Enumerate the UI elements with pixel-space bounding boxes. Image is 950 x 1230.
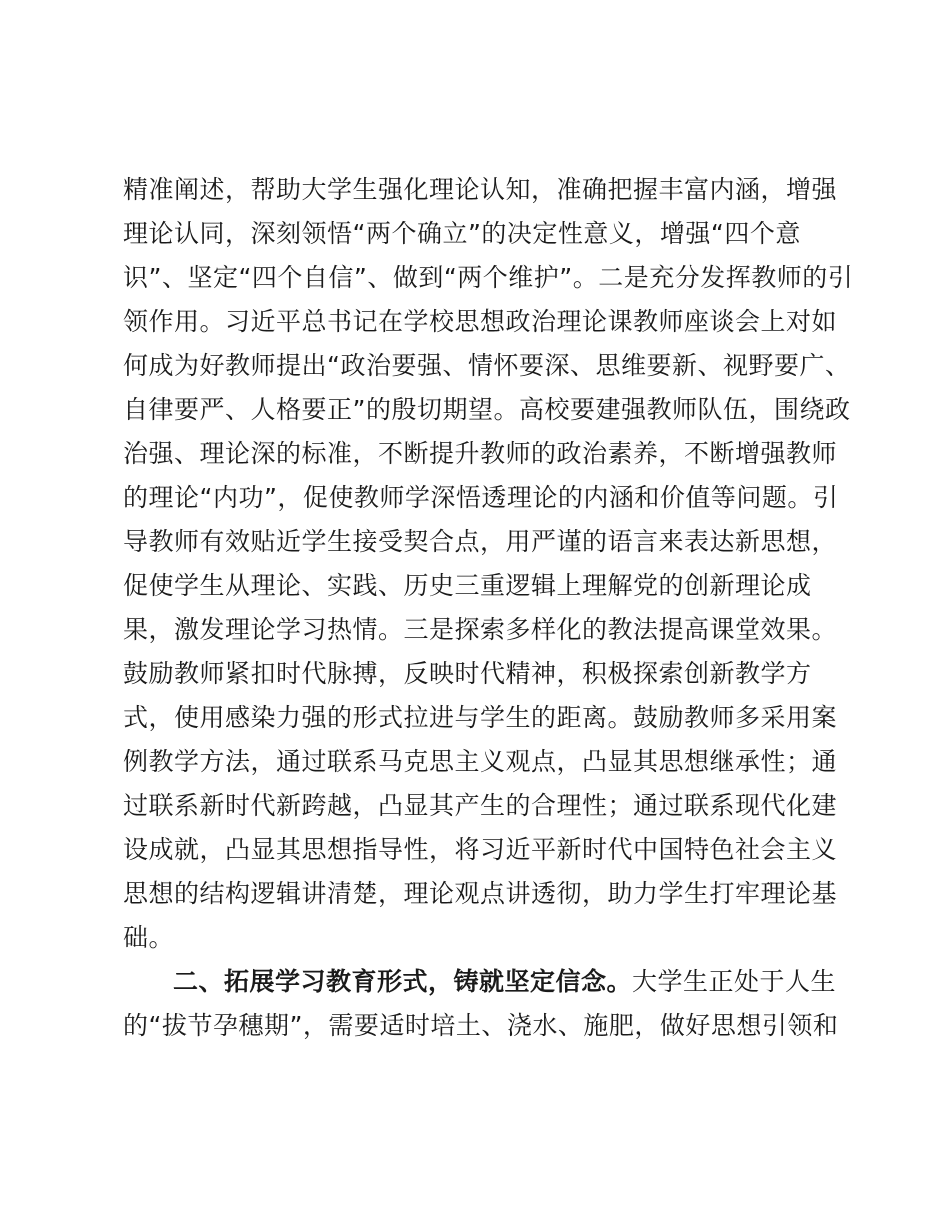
- body-text: [123, 168, 854, 1048]
- text-line: 的“拔节孕穗期”，需要适时培土、浇水、施肥，做好思想引领和: [123, 1011, 839, 1040]
- text-line: 导教师有效贴近学生接受契合点，用严谨的语言来表达新思想，: [123, 527, 838, 556]
- text-line: 何成为好教师提出“政治要强、情怀要深、思维要新、视野要广、: [123, 351, 851, 380]
- text-line: 领作用。习近平总书记在学校思想政治理论课教师座谈会上对如: [123, 307, 838, 336]
- text-line: 思想的结构逻辑讲清楚，理论观点讲透彻，助力学生打牢理论基: [123, 879, 838, 908]
- text-line: 果，激发理论学习热情。三是探索多样化的教法提高课堂效果。: [123, 615, 838, 644]
- text-line: 理论认同，深刻领悟“两个确立”的决定性意义，增强“四个意: [123, 219, 801, 248]
- text-line: 精准阐述，帮助大学生强化理论认知，准确把握丰富内涵，增强: [123, 175, 838, 204]
- section-text: 大学生正处于人生: [632, 967, 837, 996]
- text-line: 的理论“内功”，促使教师学深悟透理论的内涵和价值等问题。引: [123, 483, 839, 512]
- text-line: 自律要严、人格要正”的殷切期望。高校要建强教师队伍，围绕政: [123, 395, 851, 424]
- text-line: 式，使用感染力强的形式拉进与学生的距离。鼓励教师多采用案: [123, 703, 838, 732]
- text-line: 治强、理论深的标准，不断提升教师的政治素养，不断增强教师: [123, 439, 838, 468]
- text-line: 例教学方法，通过联系马克思主义观点，凸显其思想继承性；通: [123, 747, 838, 776]
- text-line: 鼓励教师紧扣时代脉搏，反映时代精神，积极探索创新教学方: [123, 659, 812, 688]
- section-first-line: [123, 960, 837, 1004]
- text-line: 设成就，凸显其思想指导性，将习近平新时代中国特色社会主义: [123, 835, 838, 864]
- text-line: 过联系新时代新跨越，凸显其产生的合理性；通过联系现代化建: [123, 791, 838, 820]
- text-line: 识”、坚定“四个自信”、做到“两个维护”。二是充分发挥教师的引: [123, 263, 854, 292]
- text-line: 础。: [123, 923, 175, 952]
- section-heading: 二、拓展学习教育形式，铸就坚定信念。: [173, 967, 633, 996]
- text-line: 促使学生从理论、实践、历史三重逻辑上理解党的创新理论成: [123, 571, 812, 600]
